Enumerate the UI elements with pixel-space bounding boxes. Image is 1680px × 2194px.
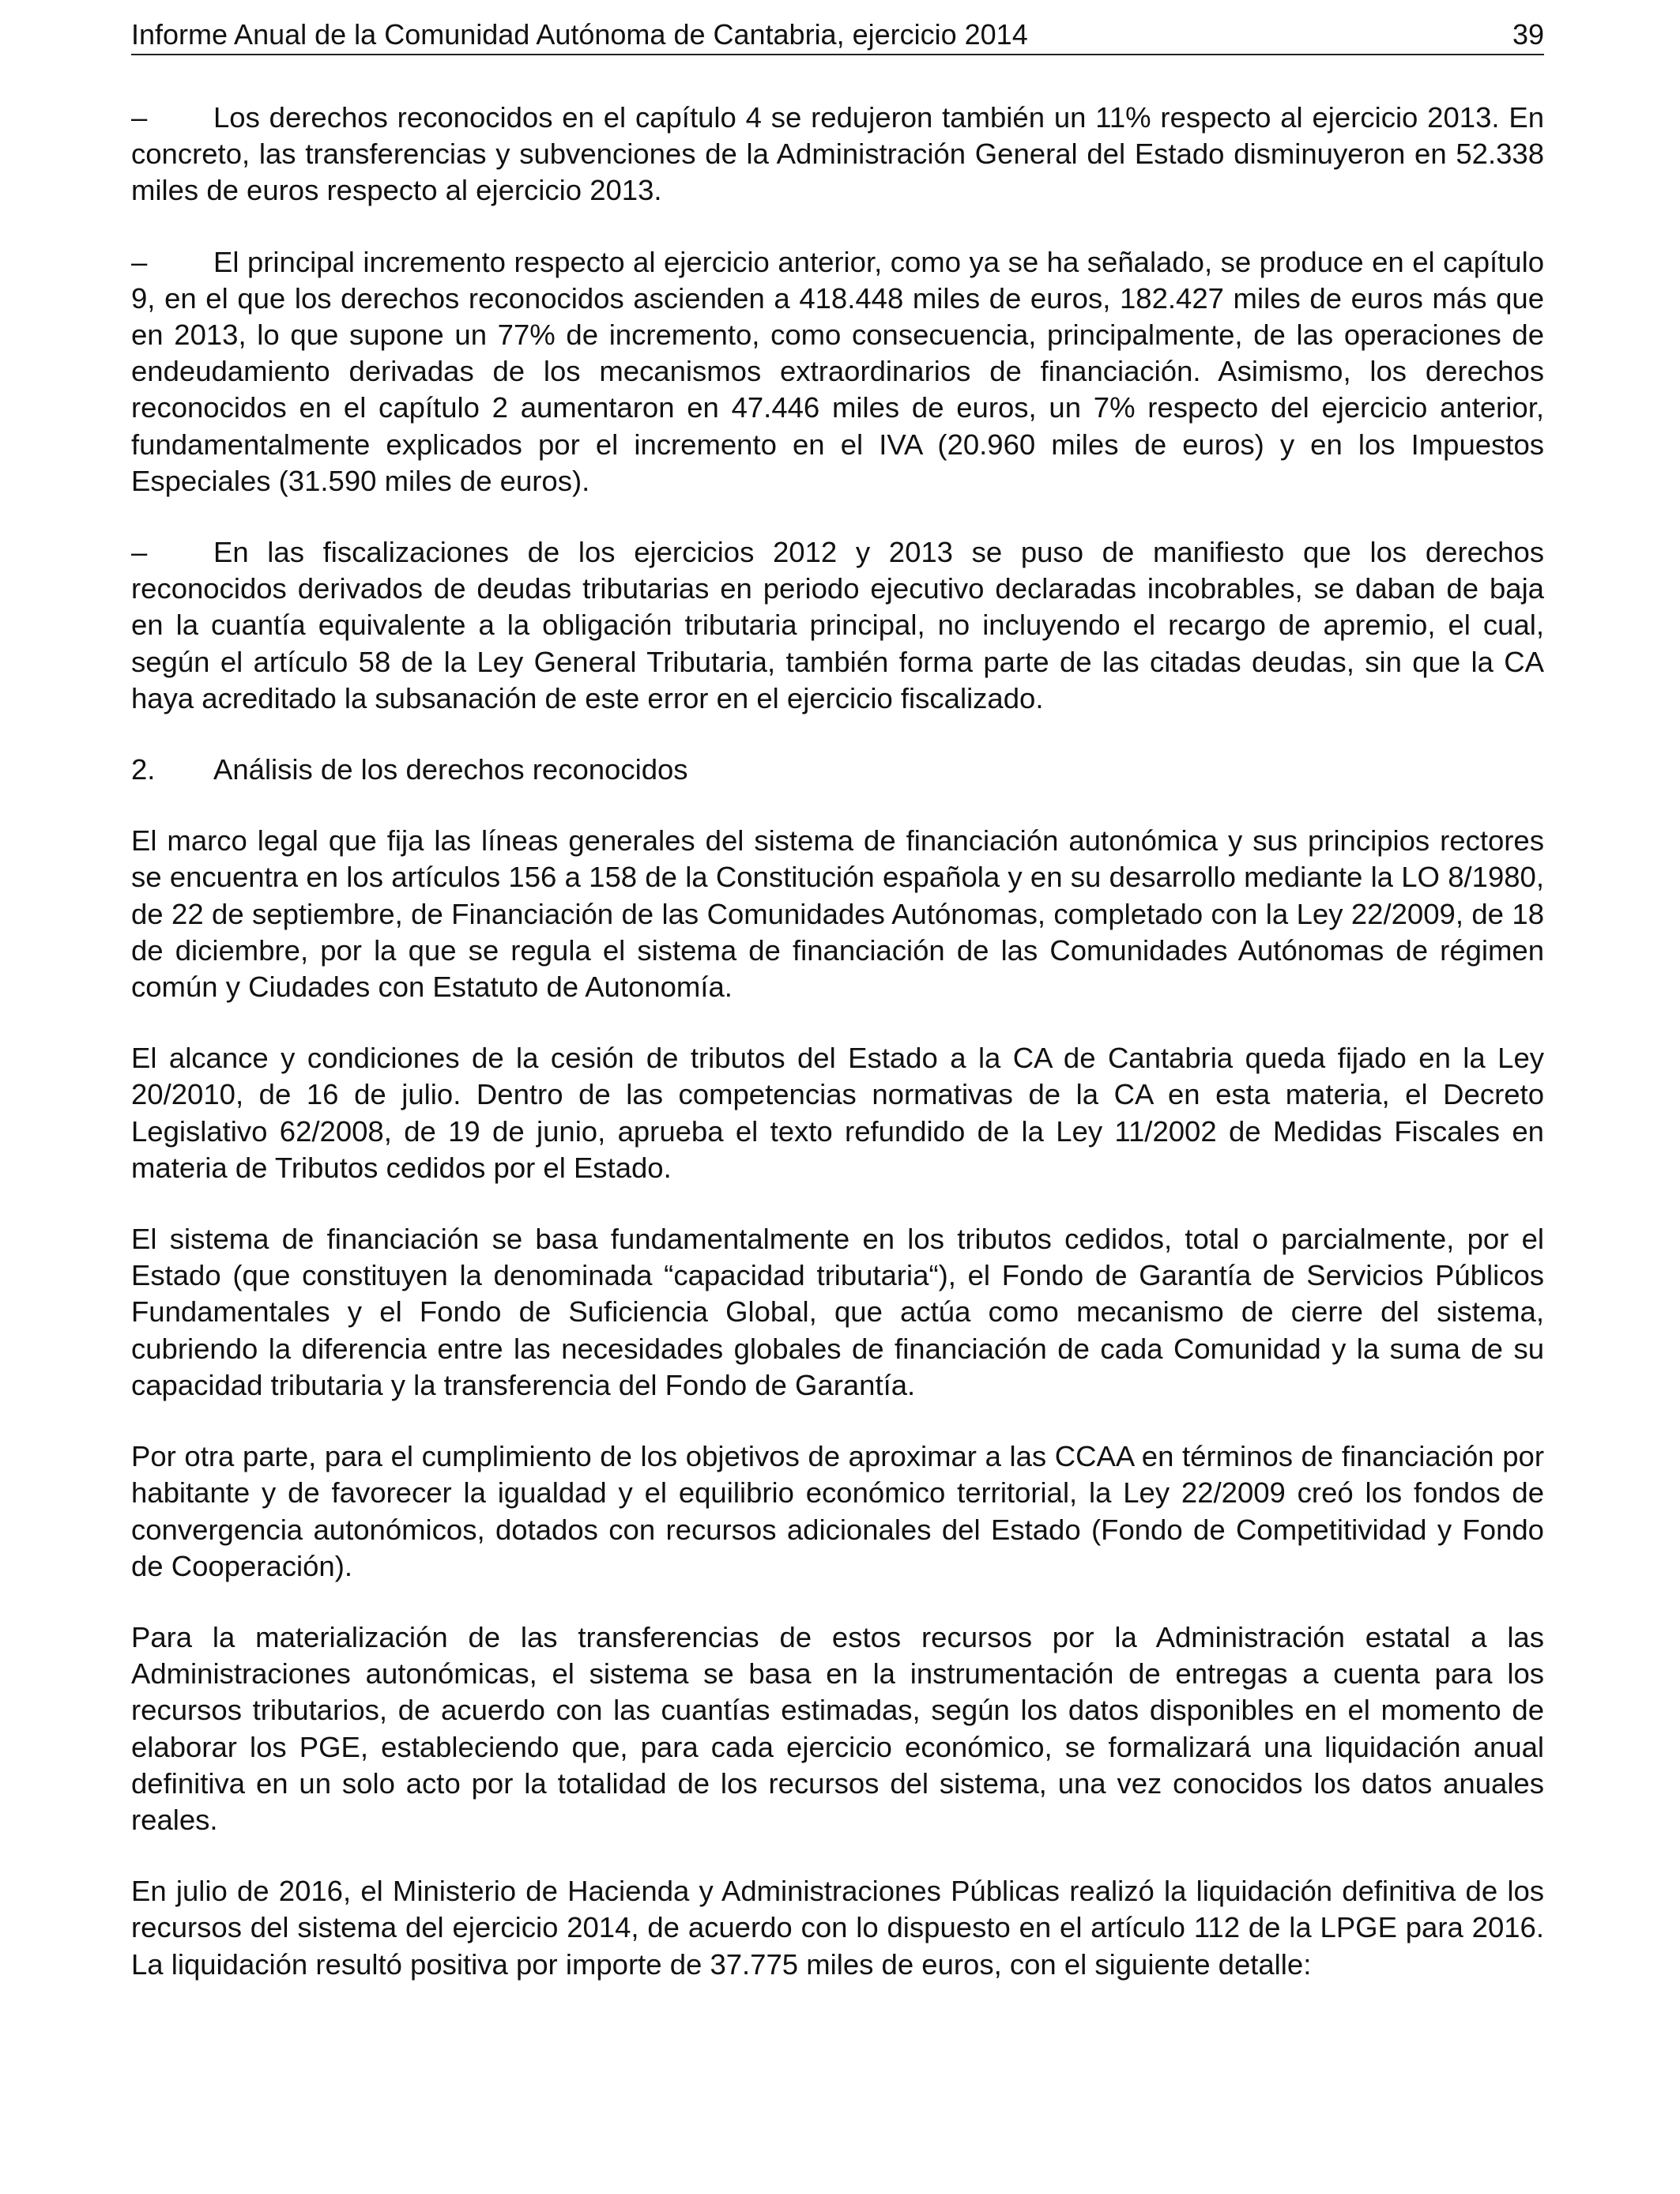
body-paragraph: El marco legal que fija las líneas generales del sistema de financiación autonómica y sus principios rectores se encuentra en los artículos 156 a 158 de la Constitución española y en su desarrollo mediante la LO 8/1980, de 22 de septiembre, de Financiación de las Comunidades Autónomas, completado con la Ley 22/2009, de 18 de diciembre, por la que se regula el sistema de financiación de las Comunidades Autónomas de régimen común y Ciudades con Estatuto de Autonomía.: [131, 824, 1544, 1004]
body-paragraph: Por otra parte, para el cumplimiento de los objetivos de aproximar a las CCAA en términos de financiación por habitante y de favorecer la igualdad y el equilibrio económico territorial, la Ley 22/2009 creó los fondos de convergencia autonómicos, dotados con recursos adicionales del Estado (Fondo de Competitividad y Fondo de Cooperación).: [131, 1440, 1544, 1582]
body-paragraph: Para la materialización de las transferencias de estos recursos por la Administración estatal a las Administraciones autonómicas, el sistema se basa en la instrumentación de entregas a cuenta para los recursos tributarios, de acuerdo con las cuantías estimadas, según los datos disponibles en el momento de elaborar los PGE, estableciendo que, para cada ejercicio económico, se formalizará una liquidación anual definitiva en un solo acto por la totalidad de los recursos del sistema, una vez conocidos los datos anuales reales.: [131, 1620, 1544, 1836]
dash-bullet-icon: –: [131, 101, 148, 134]
bullet-text: En las fiscalizaciones de los ejercicios 2012 y 2013 se puso de manifiesto que los derechos reconocidos derivados de deudas tributarias en periodo ejecutivo declaradas incobrables, se daban de baja en la cuantía equivalente a la obligación tributaria principal, no incluyendo el recargo de apremio, el cual, según el artículo 58 de la Ley General Tributaria, también forma parte de las citadas deudas, sin que la CA haya acreditado la subsanación de este error en el ejercicio fiscalizado.: [131, 536, 1544, 714]
dash-bullet-icon: –: [131, 245, 148, 278]
dash-bullet-icon: –: [131, 536, 148, 569]
header-title: Informe Anual de la Comunidad Autónoma de Cantabria, ejercicio 2014: [131, 18, 1028, 51]
bullet-paragraph: [131, 534, 1544, 717]
bullet-text: El principal incremento respecto al ejercicio anterior, como ya se ha señalado, se produce en el capítulo 9, en el que los derechos reconocidos ascienden a 418.448 miles de euros, 182.427 miles de euros más que en 2013, lo que supone un 77% de incremento, como consecuencia, principalmente, de las operaciones de endeudamiento derivadas de los mecanismos extraordinarios de financiación. Asimismo, los derechos reconocidos en el capítulo 2 aumentaron en 47.446 miles de euros, un 7% respecto del ejercicio anterior, fundamentalmente explicados por el incremento en el IVA (20.960 miles de euros) y en los Impuestos Especiales (31.590 miles de euros).: [131, 245, 1544, 497]
page-header: [131, 14, 1544, 55]
body-paragraph: El sistema de financiación se basa fundamentalmente en los tributos cedidos, total o parcialmente, por el Estado (que constituyen la denominada “capacidad tributaria“), el Fondo de Garantía de Servicios Públicos Fundamentales y el Fondo de Suficiencia Global, que actúa como mecanismo de cierre del sistema, cubriendo la diferencia entre las necesidades globales de financiación de cada Comunidad y la suma de su capacidad tributaria y la transferencia del Fondo de Garantía.: [131, 1223, 1544, 1401]
body-paragraph: El alcance y condiciones de la cesión de tributos del Estado a la CA de Cantabria queda fijado en la Ley 20/2010, de 16 de julio. Dentro de las competencias normativas de la CA en esta materia, el Decreto Legislativo 62/2008, de 19 de junio, aprueba el texto refundido de la Ley 11/2002 de Medidas Fiscales en materia de Tributos cedidos por el Estado.: [131, 1042, 1544, 1184]
bullet-paragraph: [131, 244, 1544, 499]
page-number: 39: [1512, 18, 1544, 51]
section-title: Análisis de los derechos reconocidos: [213, 753, 688, 786]
bullet-paragraph: [131, 100, 1544, 209]
page-body: [131, 100, 1544, 2018]
body-paragraph: En julio de 2016, el Ministerio de Hacienda y Administraciones Públicas realizó la liquidación definitiva de los recursos del sistema del ejercicio 2014, de acuerdo con lo dispuesto en el artículo 112 de la LPGE para 2016. La liquidación resultó positiva por importe de 37.775 miles de euros, con el siguiente detalle:: [131, 1875, 1544, 1981]
bullet-text: Los derechos reconocidos en el capítulo 4 se redujeron también un 11% respecto al ejercicio 2013. En concreto, las transferencias y subvenciones de la Administración General del Estado disminuyeron en 52.338 miles de euros respecto al ejercicio 2013.: [131, 101, 1544, 207]
section-number: 2.: [131, 753, 156, 786]
section-heading: [131, 752, 1544, 788]
